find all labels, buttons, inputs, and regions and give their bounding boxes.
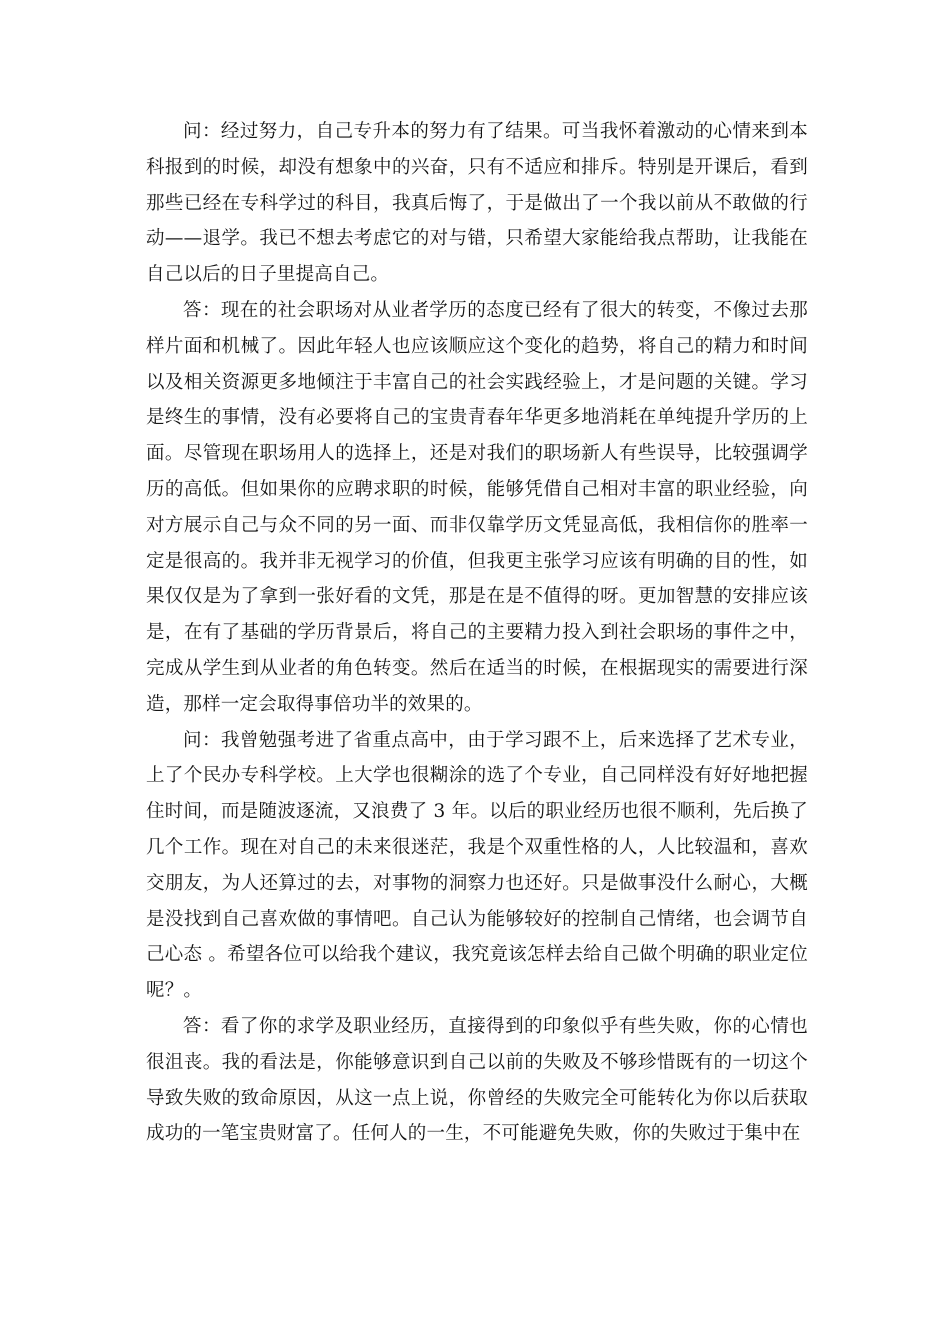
answer-paragraph-1: 答：现在的社会职场对从业者学历的态度已经有了很大的转变，不像过去那样片面和机械了。因此年轻人也应该顺应这个变化的趋势，将自己的精力和时间以及相关资源更多地倾注于丰富自己的社会实践经验上，才是问题的关键。学习是终生的事情，没有必要将自己的宝贵青春年华更多地消耗在单纯提升学历的上面。尽管现在职场用人的选择上，还是对我们的职场新人有些误导，比较强调学历的高低。但如果你的应聘求职的时候，能够凭借自己相对丰富的职业经验，向对方展示自己与众不同的另一面、而非仅靠学历文凭显高低，我相信你的胜率一定是很高的。我并非无视学习的价值，但我更主张学习应该有明确的目的性，如果仅仅是为了拿到一张好看的文凭，那是在是不值得的呀。更加智慧的安排应该是，在有了基础的学历背景后，将自己的主要精力投入到社会职场的事件之中，完成从学生到从业者的角色转变。然后在适当的时候，在根据现实的需要进行深造，那样一定会取得事倍功半的效果的。 bbox=[146, 299, 808, 715]
answer-paragraph-2: 答：看了你的求学及职业经历，直接得到的印象似乎有些失败，你的心情也很沮丧。我的看法是，你能够意识到自己以前的失败及不够珍惜既有的一切这个导致失败的致命原因，从这一点上说，你曾经的失败完全可能转化为你以后获取成功的一笔宝贵财富了。任何人的一生，不可能避免失败，你的失败过于集中在 bbox=[146, 1015, 808, 1145]
document-body bbox=[146, 114, 808, 1152]
question-paragraph-2: 问：我曾勉强考进了省重点高中，由于学习跟不上，后来选择了艺术专业，上了个民办专科学校。上大学也很糊涂的选了个专业，自己同样没有好好地把握住时间，而是随波逐流，又浪费了 3 年。以后的职业经历也很不顺利，先后换了几个工作。现在对自己的未来很迷茫，我是个双重性格的人，人比较温和，喜欢交朋友，为人还算过的去，对事物的洞察力也还好。只是做事没什么耐心，大概是没找到自己喜欢做的事情吧。自己认为能够较好的控制自己情绪，也会调节自己心态 。希望各位可以给我个建议，我究竟该怎样去给自己做个明确的职业定位呢？。 bbox=[146, 729, 808, 1002]
question-paragraph-1: 问：经过努力，自己专升本的努力有了结果。可当我怀着激动的心情来到本科报到的时候，却没有想象中的兴奋，只有不适应和排斥。特别是开课后，看到那些已经在专科学过的科目，我真后悔了，于是做出了一个我以前从不敢做的行动——退学。我已不想去考虑它的对与错，只希望大家能给我点帮助，让我能在自己以后的日子里提高自己。 bbox=[146, 121, 808, 286]
